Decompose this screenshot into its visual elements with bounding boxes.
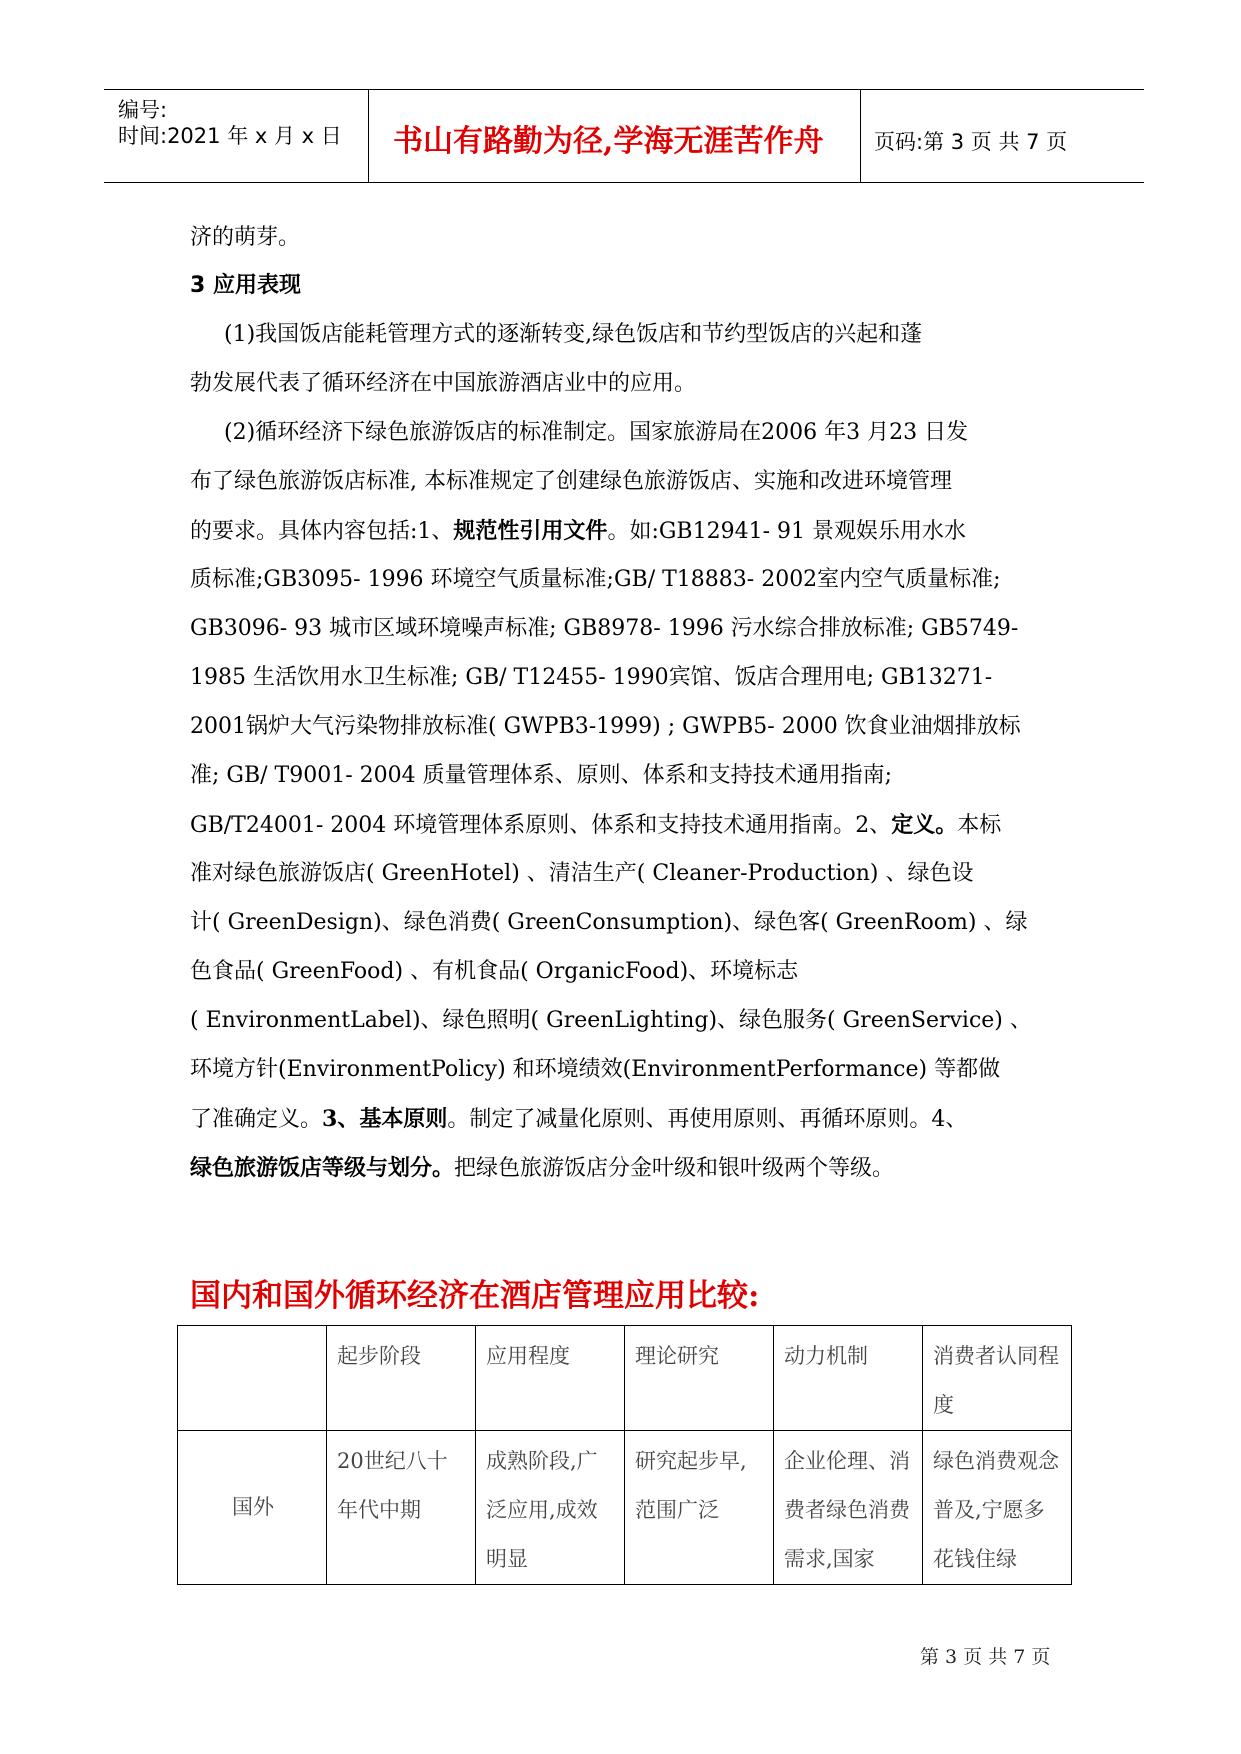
paragraph-line: (2)循环经济下绿色旅游饭店的标准制定。国家旅游局在2006 年3 月23 日发: [224, 420, 969, 445]
text-run: 的要求。具体内容包括:1、: [190, 519, 454, 544]
bold-term: 3、基本原则: [322, 1106, 448, 1132]
text-run: 了准确定义。: [190, 1107, 323, 1132]
comparison-section-title: 国内和国外循环经济在酒店管理应用比较:: [190, 1278, 760, 1314]
table-cell: 成熟阶段,广泛应用,成效明显: [476, 1431, 625, 1585]
page-footer: 第 3 页 共 7 页: [920, 1646, 1051, 1668]
paragraph-line: 质标准;GB3095- 1996 环境空气质量标准;GB/ T18883- 2002室内空气质量标准;: [190, 567, 1001, 592]
paragraph-line: 计( GreenDesign)、绿色消费( GreenConsumption)、绿色客( GreenRoom) 、绿: [190, 910, 1028, 935]
paragraph-line: ( EnvironmentLabel)、绿色照明( GreenLighting)、绿色服务( GreenService) 、: [190, 1008, 1032, 1033]
table-header-cell: 消费者认同程度: [923, 1326, 1072, 1431]
text-run: 把绿色旅游饭店分金叶级和银叶级两个等级。: [454, 1156, 895, 1181]
header-top-rule: [104, 89, 1144, 90]
paragraph-line: 布了绿色旅游饭店标准, 本标准规定了创建绿色旅游饭店、实施和改进环境管理: [190, 469, 952, 494]
text-run: 。如:GB12941- 91 景观娱乐用水水: [607, 519, 966, 544]
paragraph-line: [190, 517, 966, 546]
paragraph-line: 勃发展代表了循环经济在中国旅游酒店业中的应用。: [190, 371, 697, 396]
bold-term: 定义。: [891, 812, 958, 838]
paragraph-line: 2001锅炉大气污染物排放标准( GWPB3-1999) ; GWPB5- 2000 饮食业油烟排放标: [190, 714, 1021, 739]
table-cell: 国外: [178, 1431, 327, 1585]
table-cell: 绿色消费观念普及,宁愿多花钱住绿: [923, 1431, 1072, 1585]
table-header-cell: 应用程度: [476, 1326, 625, 1431]
text-run: 。制定了减量化原则、再使用原则、再循环原则。4、: [447, 1107, 968, 1132]
bold-term: 规范性引用文件: [453, 518, 608, 544]
paragraph-line: 色食品( GreenFood) 、有机食品( OrganicFood)、环境标志: [190, 959, 799, 984]
header-divider-left: [368, 90, 369, 182]
paragraph-line: 1985 生活饮用水卫生标准; GB/ T12455- 1990宾馆、饭店合理用电; GB13271-: [190, 665, 993, 690]
paragraph-line: (1)我国饭店能耗管理方式的逐渐转变,绿色饭店和节约型饭店的兴起和蓬: [224, 322, 923, 347]
paragraph-line: GB3096- 93 城市区域环境噪声标准; GB8978- 1996 污水综合排放标准; GB5749-: [190, 616, 1019, 641]
document-number-label: 编号:: [118, 98, 168, 122]
paragraph-line: 环境方针(EnvironmentPolicy) 和环境绩效(EnvironmentPerformance) 等都做: [190, 1057, 1001, 1082]
header-bottom-rule: [104, 182, 1144, 183]
table-row: [178, 1431, 1072, 1585]
table-header-row: [178, 1326, 1072, 1431]
text-run: GB/T24001- 2004 环境管理体系原则、体系和支持技术通用指南。2、: [190, 813, 892, 838]
header-motto: 书山有路勤为径,学海无涯苦作舟: [393, 124, 824, 159]
comparison-table: [177, 1325, 1072, 1585]
bold-term: 绿色旅游饭店等级与划分。: [190, 1155, 455, 1181]
document-time-label: 时间:2021 年 x 月 x 日: [118, 124, 342, 148]
paragraph-line: [190, 811, 1001, 840]
page-number-label: 页码:第 3 页 共 7 页: [874, 130, 1068, 154]
section-heading: 3 应用表现: [190, 273, 301, 298]
paragraph-line: 济的萌芽。: [190, 225, 301, 250]
paragraph-line: [190, 1105, 967, 1134]
table-header-cell: 理论研究: [625, 1326, 774, 1431]
table-cell: 企业伦理、消费者绿色消费需求,国家: [774, 1431, 923, 1585]
table-header-cell: [178, 1326, 327, 1431]
paragraph-line: 准; GB/ T9001- 2004 质量管理体系、原则、体系和支持技术通用指南;: [190, 763, 893, 788]
paragraph-line: 准对绿色旅游饭店( GreenHotel) 、清洁生产( Cleaner-Production) 、绿色设: [190, 861, 974, 886]
table-cell: 20世纪八十年代中期: [327, 1431, 476, 1585]
text-run: 本标: [957, 813, 1002, 838]
table-header-cell: 起步阶段: [327, 1326, 476, 1431]
paragraph-line: [190, 1154, 894, 1183]
table-cell: 研究起步早,范围广泛: [625, 1431, 774, 1585]
table-header-cell: 动力机制: [774, 1326, 923, 1431]
header-divider-right: [860, 90, 861, 182]
